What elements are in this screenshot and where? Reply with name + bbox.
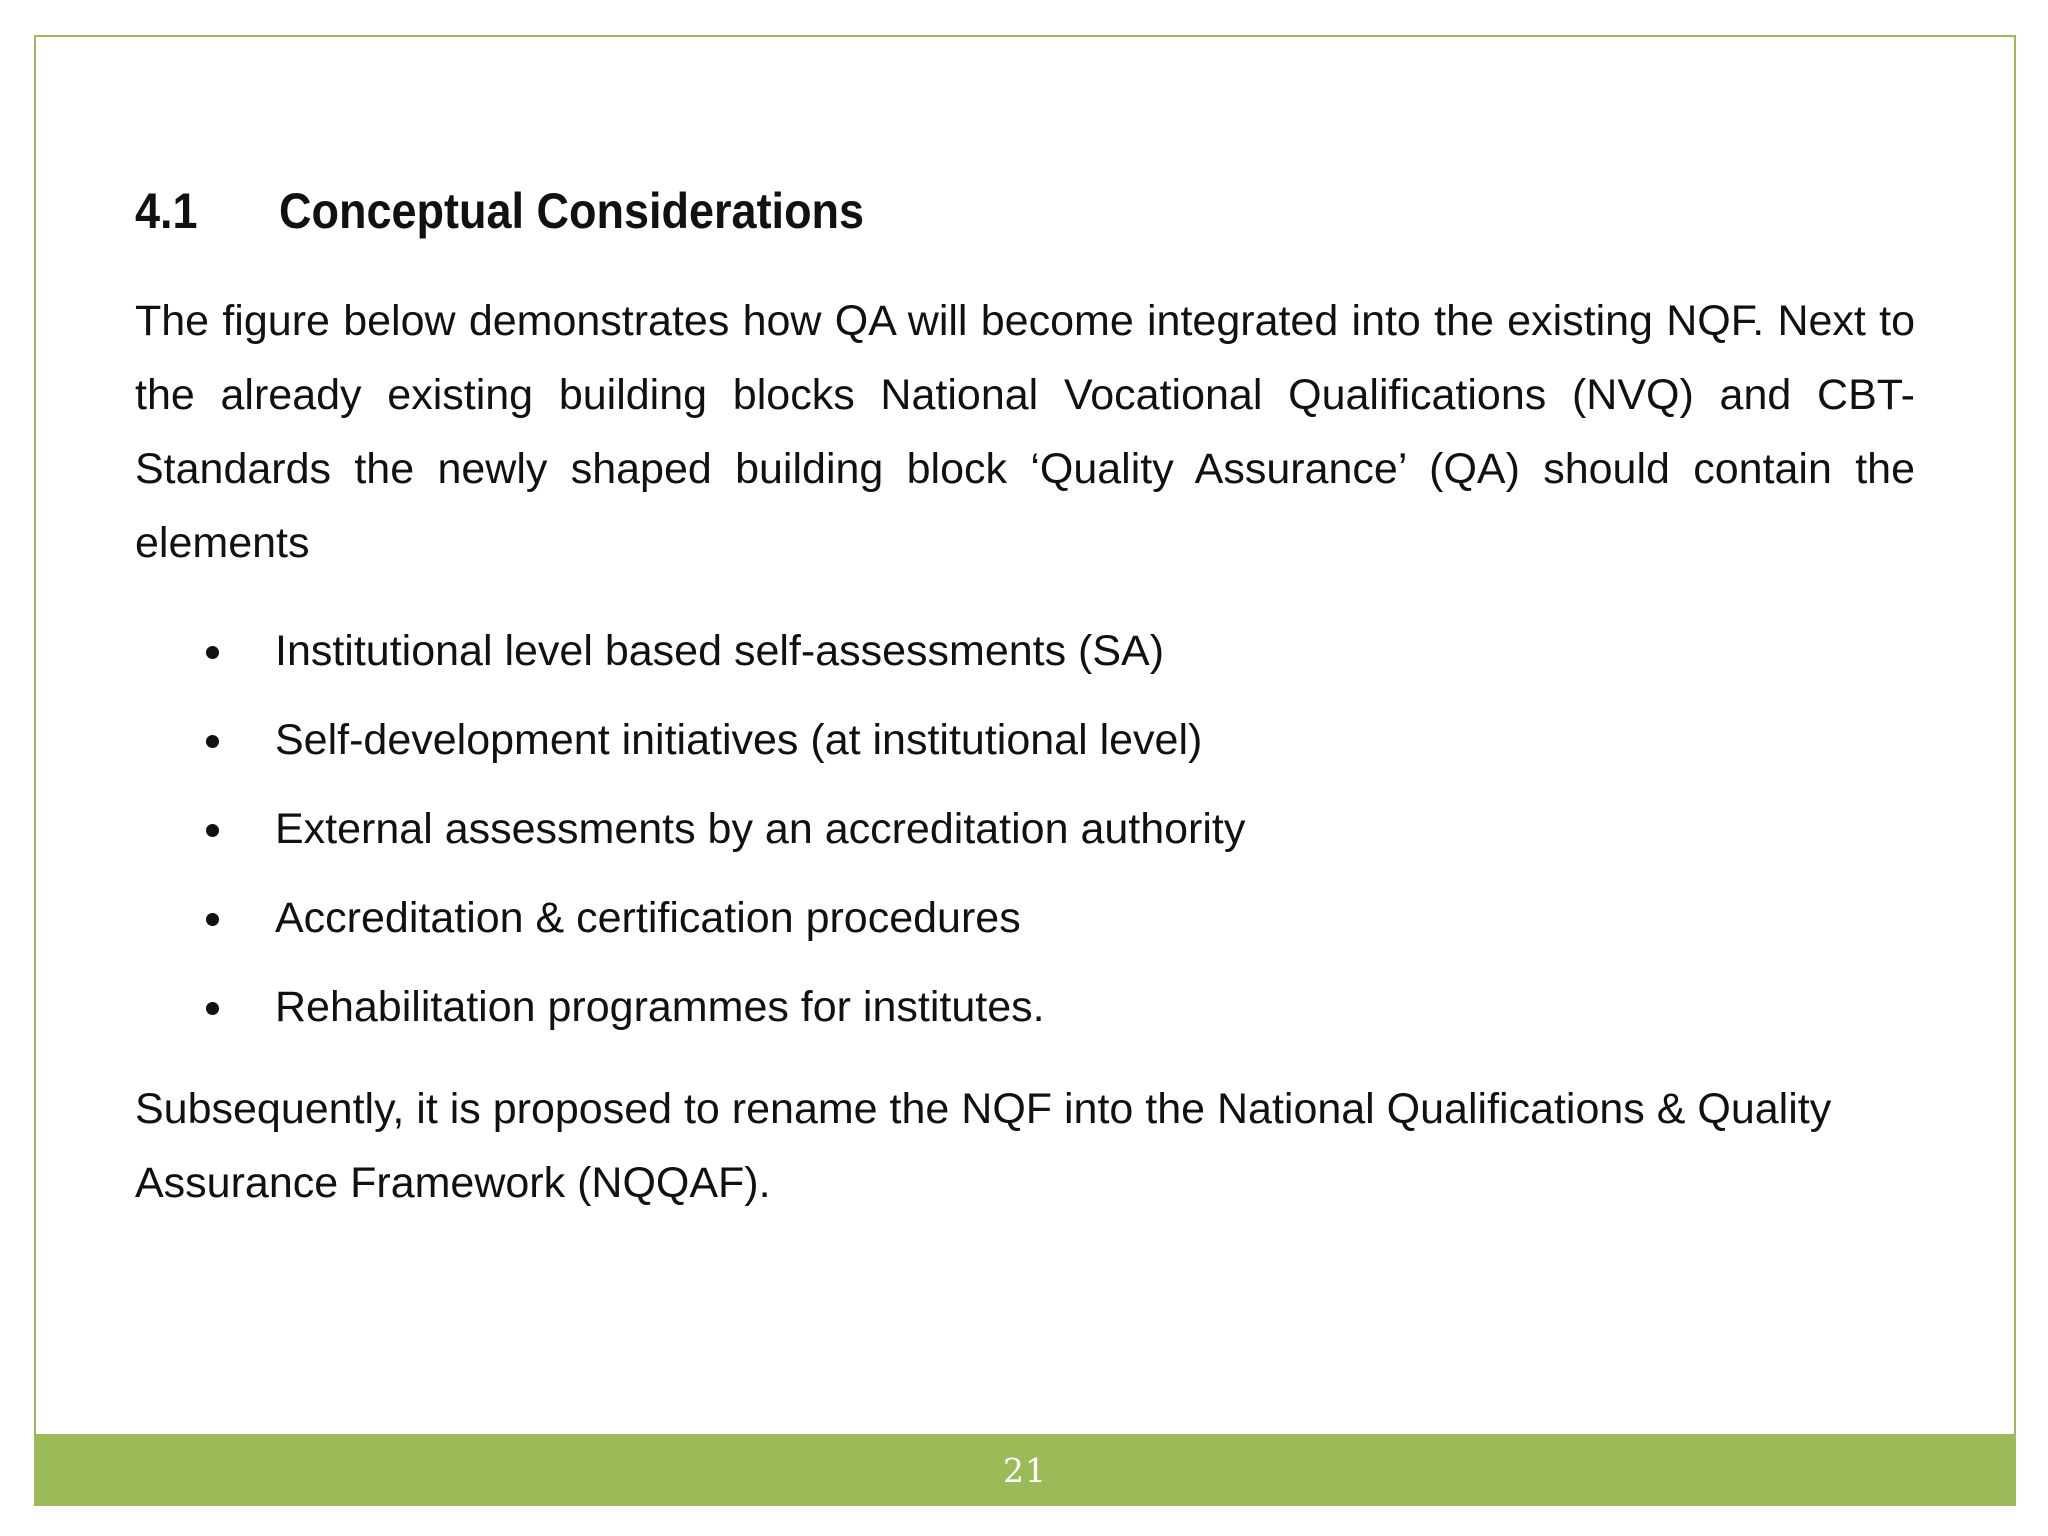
list-item <box>135 970 1915 1059</box>
page-number: 21 <box>1003 1450 1047 1490</box>
section-heading <box>135 180 864 242</box>
section-number: 4.1 <box>135 183 198 239</box>
closing-paragraph: Subsequently, it is proposed to rename the NQF into the National Qualifications & Quality Assurance Framework (NQQAF). <box>135 1085 1832 1207</box>
footer-bar <box>34 1434 2016 1506</box>
list-item-text: Accreditation & certification procedures <box>275 894 1021 942</box>
list-item <box>135 792 1915 881</box>
section-title: Conceptual Considerations <box>279 183 865 239</box>
list-item-text: Rehabilitation programmes for institutes. <box>275 983 1045 1031</box>
list-item-text: External assessments by an accreditation authority <box>275 805 1246 853</box>
bullet-icon <box>206 913 219 926</box>
list-item <box>135 881 1915 970</box>
bullet-icon <box>206 824 219 837</box>
list-item-text: Institutional level based self-assessments (SA) <box>275 627 1165 675</box>
bullet-icon <box>206 735 219 748</box>
bullet-icon <box>206 1002 219 1015</box>
elements-list <box>135 614 1915 1059</box>
intro-paragraph: The figure below demonstrates how QA will become integrated into the existing NQF. Next to the already existing building blocks National Vocational Qualifications (NVQ) and CBT-Standards the newly shaped building block ‘Quality Assurance’ (QA) should contain the elements <box>135 297 1915 567</box>
list-item <box>135 614 1915 703</box>
bullet-icon <box>206 646 219 659</box>
list-item-text: Self-development initiatives (at institutional level) <box>275 716 1203 764</box>
list-item <box>135 703 1915 792</box>
